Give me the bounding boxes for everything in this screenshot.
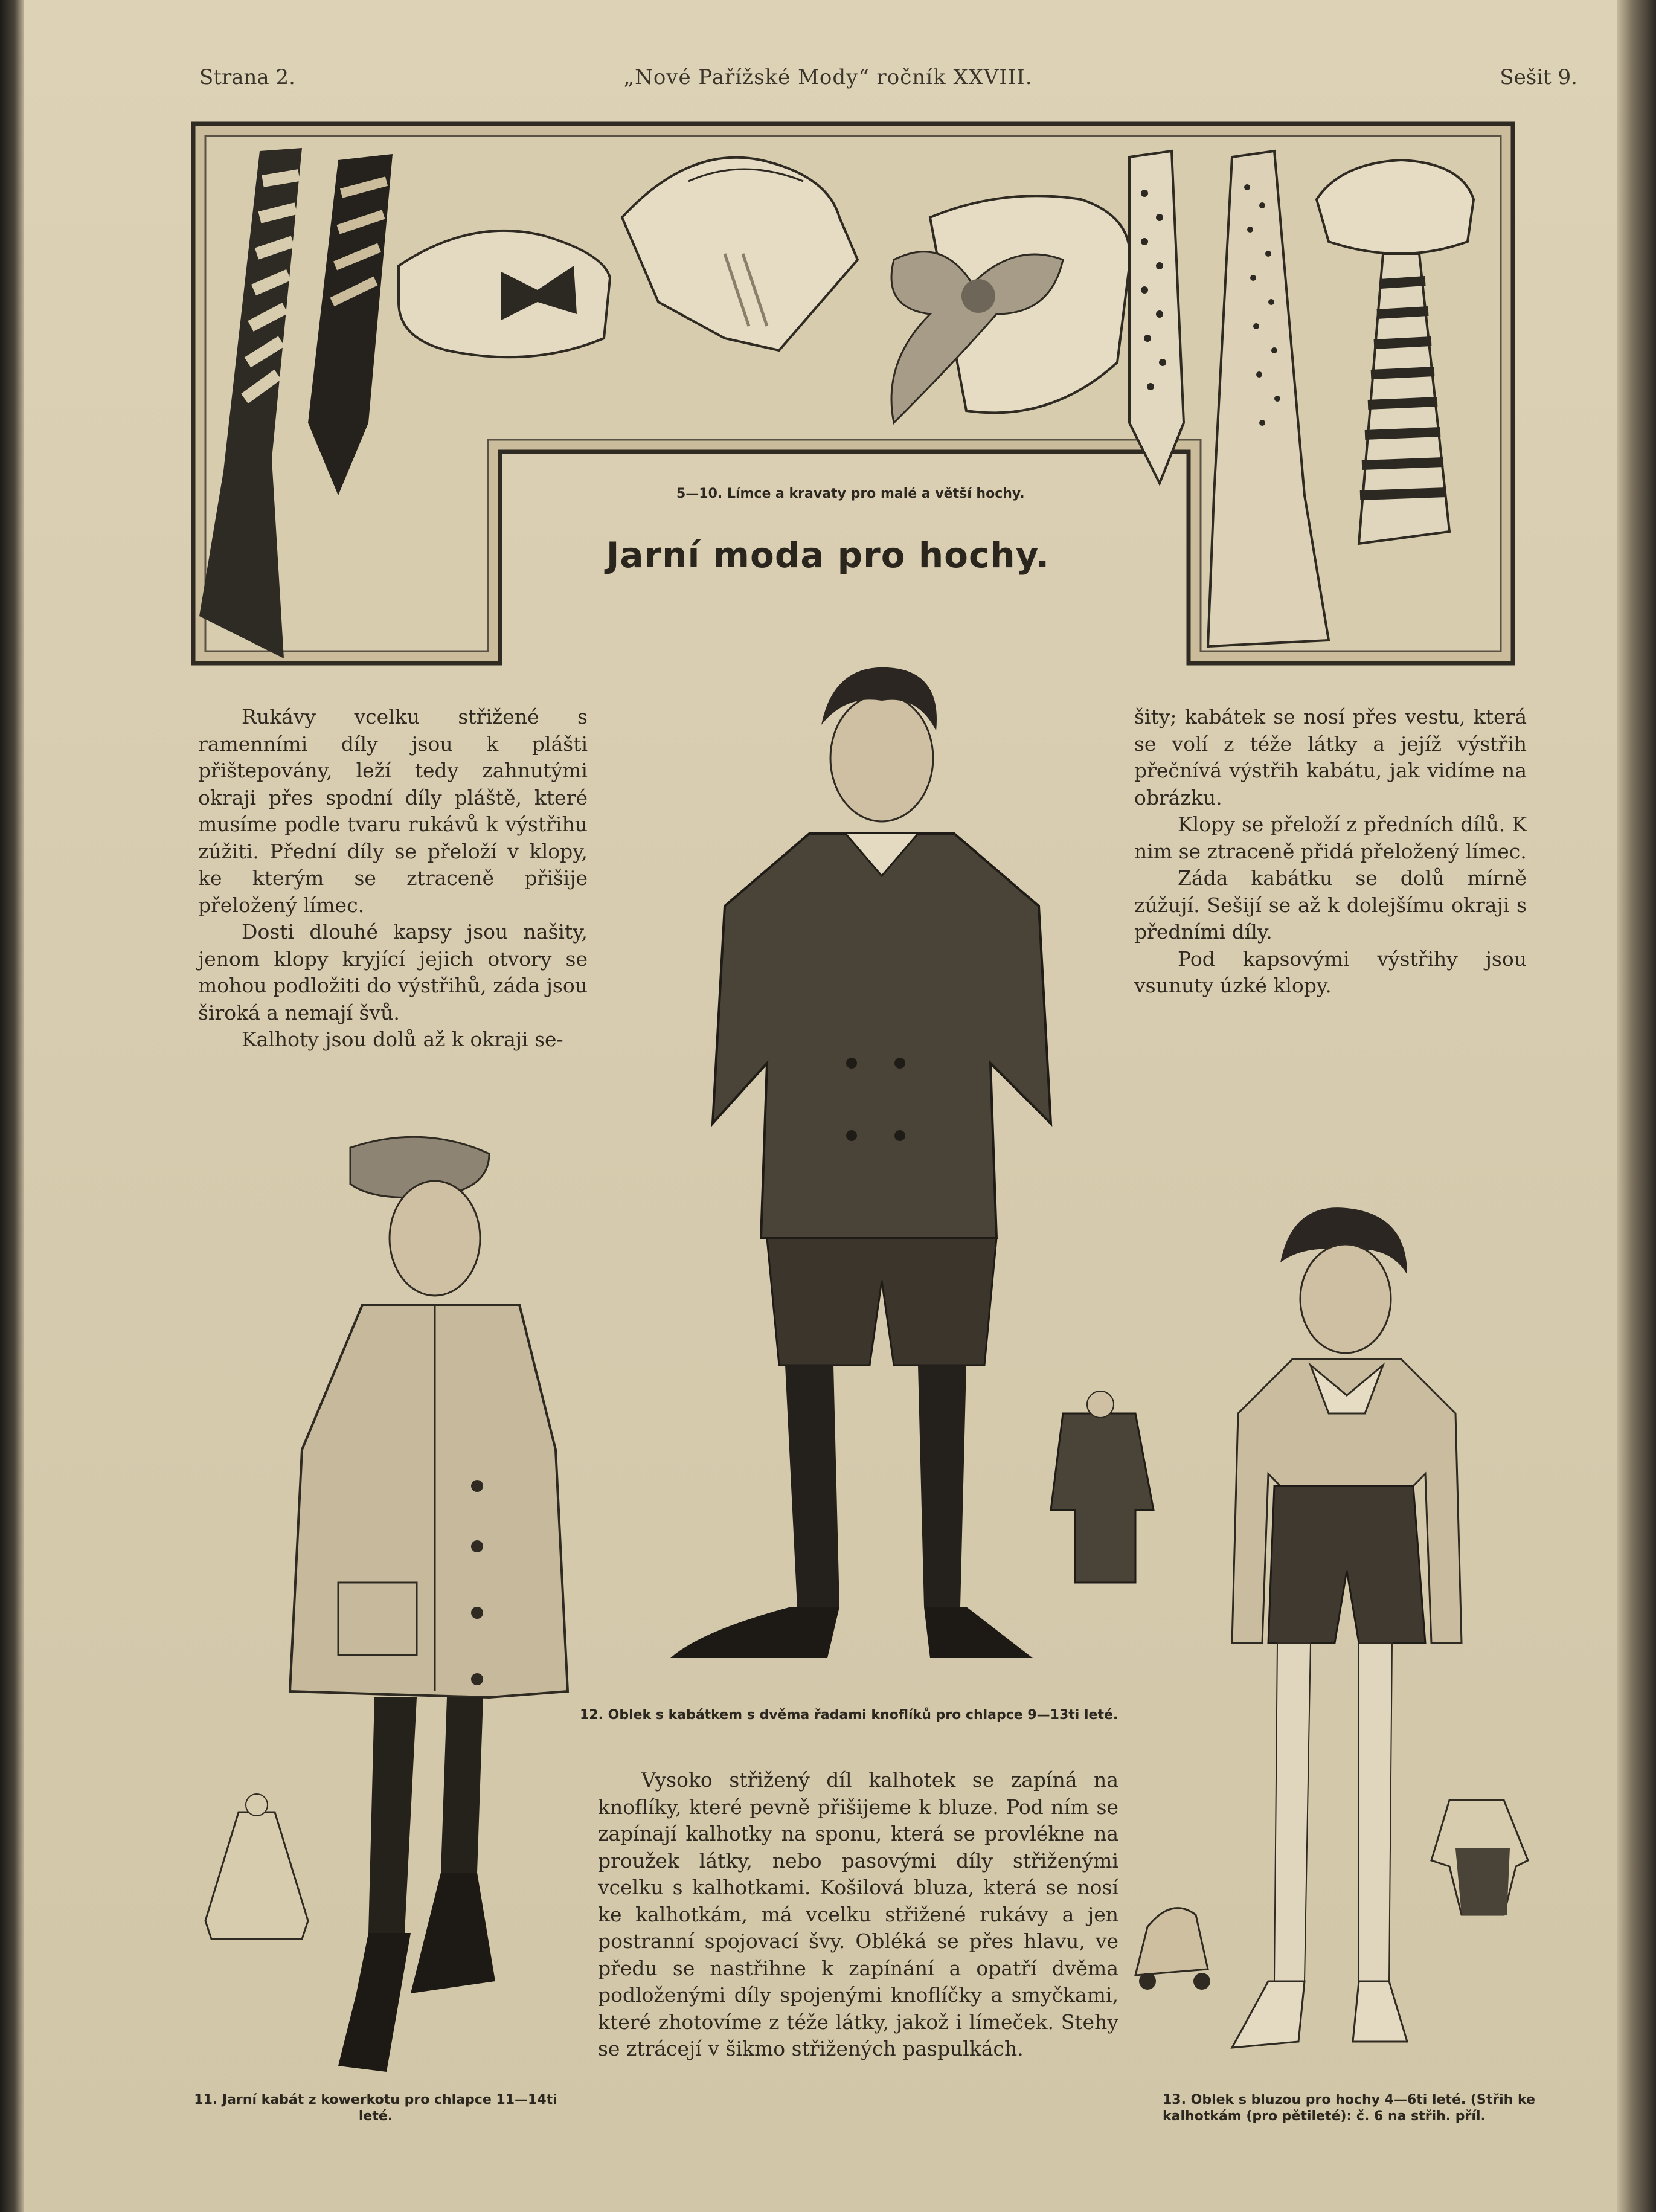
- paragraph: Záda kabátku se dolů mírně zúžují. Sešijí se až k dolejšímu okraji s předními díly.: [1134, 866, 1527, 944]
- collar-plate-caption: 5—10. Límce a kravaty pro malé a větší hochy.: [676, 486, 1025, 501]
- figure-12-caption: 12. Oblek s kabátkem s dvěma řadami knoflíků pro chlapce 9—13ti leté.: [580, 1708, 1118, 1723]
- paragraph: šity; kabátek se nosí přes vestu, která se volí z téže látky a jejíž výstřih přečnívá výstřih kabátu, jak vidíme na obrázku.: [1134, 705, 1527, 809]
- paragraph: Vysoko střižený díl kalhotek se zapíná na knoflíky, které pevně přišijeme k bluze. Pod ním se zapínají kalhotky na sponu, která se provlékne na proužek látky, nebo pasovými díly střiženými vcelku s kalhotkami. Košilová bluza, která se nosí ke kalhotkám, má vcelku střižené rukávy a jen postranní spojovací švy. Obléká se přes hlavu, ve předu se nastřihne k zapínání a opatří dvěma podloženými díly spojenými knoflíčky a smyčkami, které zhotovíme z téže látky, jakož i límeček. Stehy se ztrácejí v šikmo střižených paspulkách.: [598, 1768, 1118, 2060]
- page-number: Strana 2.: [199, 65, 295, 89]
- figure-12-back-view: [1051, 1391, 1154, 1583]
- magazine-title: „Nové Pařížské Mody“ ročník XXVIII.: [623, 65, 1033, 89]
- article-title: Jarní moda pro hochy.: [606, 535, 1050, 576]
- figure-12-double-breasted-suit: [670, 667, 1051, 1658]
- figure-11-spring-coat: [290, 1137, 568, 2072]
- figure-13-caption: 13. Oblek s bluzou pro hochy 4—6ti leté. (Střih ke kalhotkám (pro pětileté): č. 6 na střih. příl.: [1163, 2092, 1535, 2124]
- paragraph: Kalhoty jsou dolů až k okraji se-: [242, 1027, 563, 1051]
- figure-11-caption: 11. Jarní kabát z kowerkotu pro chlapce 11—14ti leté.: [194, 2092, 557, 2124]
- toy-horse-illustration: [1135, 1908, 1210, 1990]
- issue-number: Sešit 9.: [1500, 65, 1577, 89]
- figure-13-blouse-shorts: [1232, 1207, 1462, 2048]
- paragraph: Dosti dlouhé kapsy jsou našity, jenom klopy kryjící jejich otvory se mohou podložiti do výstřihů, záda jsou široká a nemají švů.: [198, 920, 588, 1024]
- figure-11-back-view: [205, 1794, 308, 1939]
- figure-13-back-view: [1431, 1800, 1528, 1915]
- paragraph: Pod kapsovými výstřihy jsou vsunuty úzké klopy.: [1134, 947, 1527, 997]
- paragraph: Rukávy vcelku střižené s ramenními díly jsou k plášti přištepovány, leží tedy zahnutými okraji přes spodní díly pláště, které musíme podle tvaru rukávů k výstřihu zúžiti. Přední díly se přeloží v klopy, ke kterým se ztraceně přišije přeložený límec.: [198, 705, 588, 917]
- paragraph: Klopy se přeloží z předních dílů. K nim se ztraceně přidá přeložený límec.: [1134, 812, 1527, 863]
